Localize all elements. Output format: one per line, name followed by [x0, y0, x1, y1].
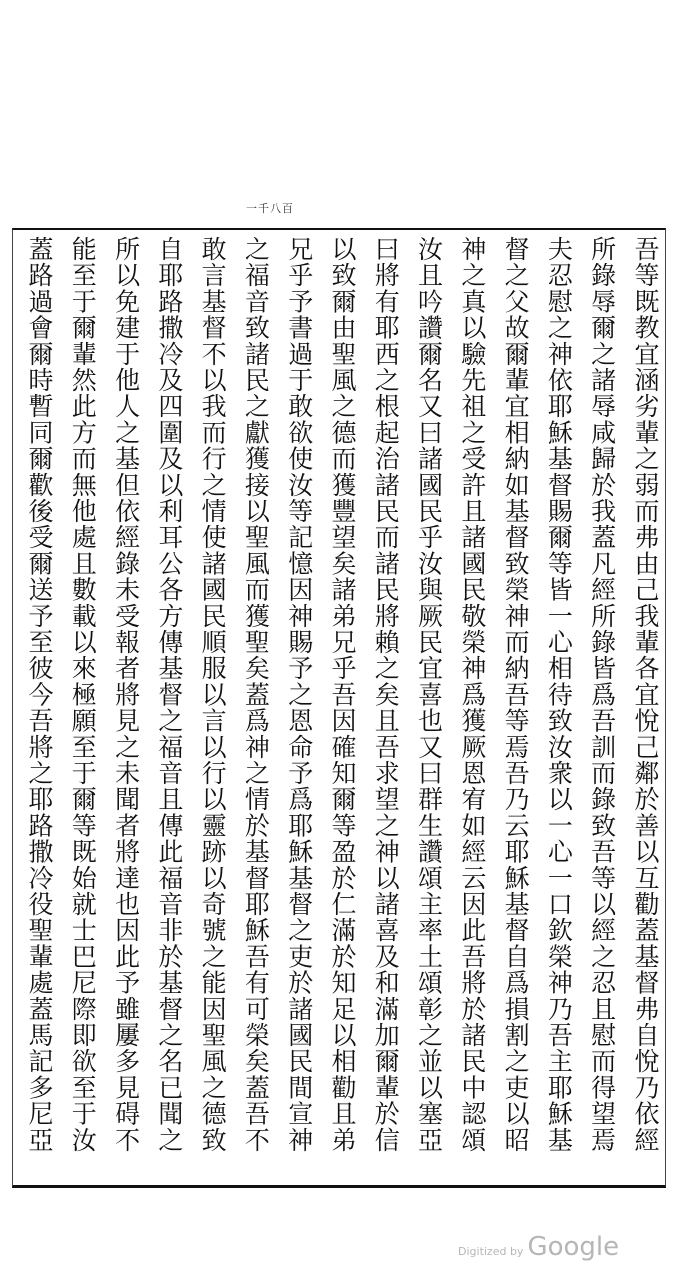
text-column: 督之父故爾輩宜相納如基督致榮神而納吾等焉吾乃云耶穌基督自爲損割之吏以昭 — [501, 236, 531, 1153]
margin-mark: 一千八百 — [246, 202, 294, 215]
watermark-prefix: Digitized by — [458, 1245, 524, 1258]
watermark-brand: Google — [527, 1232, 620, 1262]
text-column: 以致爾由聖風之德而獲豐望矣諸弟兄乎吾因確知爾等盈於仁滿於知足以相勸且弟 — [327, 236, 357, 1153]
text-column: 神之真以驗先祖之受許且諸國民敬榮神爲獲厥恩宥如經云因此吾將於諸民中認頌 — [457, 236, 487, 1153]
digitized-watermark — [458, 1232, 619, 1262]
text-column: 所錄辱爾之諸辱咸歸於我蓋凡經所錄皆爲吾訓而錄致吾等以經之忍且慰而得望焉 — [587, 236, 617, 1153]
text-column: 兄乎予書過于敢欲使汝等記憶因神賜予之恩命予爲耶穌基督之吏於諸國民間宣神 — [284, 236, 314, 1153]
text-column: 之福音致諸民之獻獲接以聖風而獲聖矣蓋爲神之情於基督耶穌吾有可榮矣蓋吾不 — [241, 236, 271, 1153]
text-column: 夫忍慰之神依耶穌基督賜爾等皆一心相待致汝衆以一心一口欽榮神乃吾主耶穌基 — [544, 236, 574, 1153]
text-column: 能至于爾輩然此方而無他處且數載以來極願至于爾等既始就士巴尼際即欲至于汝 — [68, 236, 98, 1153]
text-column: 汝且吟讚爾名又曰諸國民乎汝與厥民宜喜也又曰群生讚頌主率土頌彰之並以塞亞 — [414, 236, 444, 1153]
text-column: 蓋路過會爾時暫同爾歡後受爾送予至彼今吾將之耶路撒冷役聖輩處蓋馬記多尼亞 — [25, 236, 54, 1153]
vertical-text-body — [22, 236, 662, 1182]
text-column: 敢言基督不以我而行之情使諸國民順服以言以行以靈跡以奇號之能因聖風之德致 — [198, 236, 228, 1153]
text-column: 曰將有耶西之根起治諸民而諸民將賴之矣且吾求望之神以諸喜及和滿加爾輩於信 — [371, 236, 401, 1153]
text-column: 自耶路撒冷及四圍及以利耳公各方傳基督之福音且傳此福音非於基督之名已聞之 — [154, 236, 184, 1153]
text-column: 所以免建于他人之基但依經錄未受報者將見之未聞者將達也因此予雖屢多見碍不 — [111, 236, 141, 1153]
text-column: 吾等既教宜涵劣輩之弱而弗由己我輩各宜悅己鄰於善以互勸蓋基督弗自悅乃依經 — [630, 236, 660, 1153]
